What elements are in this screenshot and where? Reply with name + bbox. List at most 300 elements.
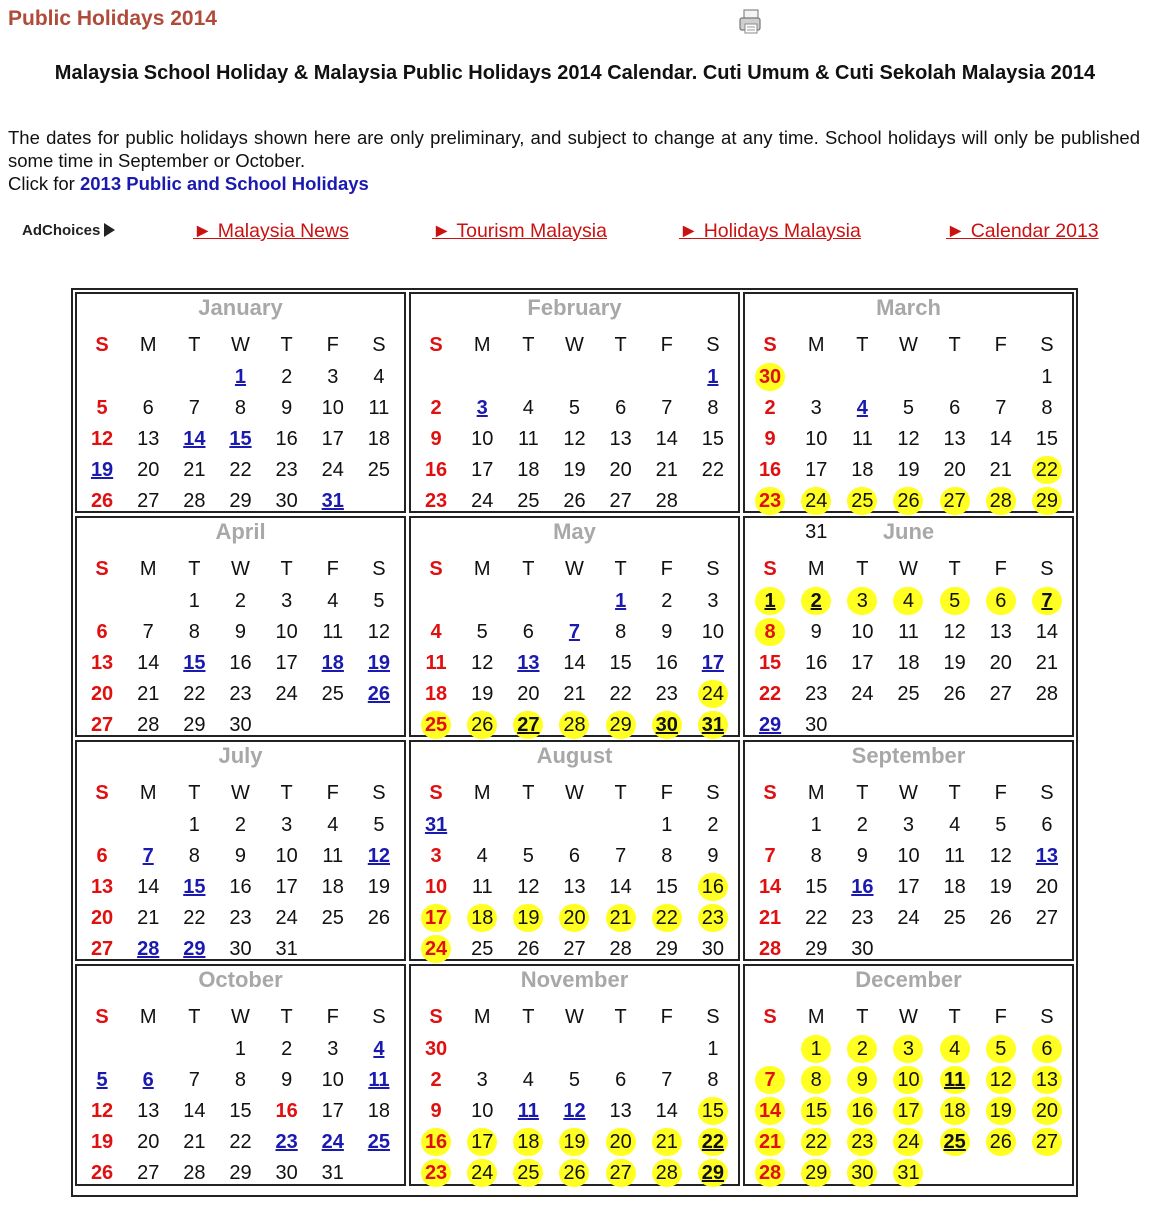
day-number: 18 (851, 458, 874, 481)
school-holiday-day (459, 1126, 505, 1157)
day-number: 26 (986, 1128, 1016, 1156)
day-number: 19 (989, 875, 1012, 898)
public-holiday-day[interactable] (79, 1064, 125, 1095)
weekday-header: S (763, 1006, 777, 1028)
day-number: 10 (805, 427, 828, 450)
day-cell (505, 933, 551, 964)
day-cell (690, 1033, 736, 1064)
month-may (409, 516, 740, 737)
day-cell (217, 1095, 263, 1126)
day-cell (356, 902, 402, 933)
day-number: 13 (137, 427, 160, 450)
public-holiday-day[interactable] (310, 1126, 356, 1157)
weekday-header: M (473, 782, 491, 804)
day-cell (1024, 902, 1070, 933)
day-number: 13 (90, 651, 114, 674)
day-cell (310, 678, 356, 709)
weekday-header: W (565, 1006, 584, 1028)
day-cell (264, 647, 310, 678)
day-cell (79, 933, 125, 964)
school-holiday-day (690, 902, 736, 933)
day-cell (839, 678, 885, 709)
day-cell (690, 392, 736, 423)
empty-cell (885, 933, 931, 964)
public-holiday-day[interactable] (171, 647, 217, 678)
public-holiday-day[interactable] (690, 647, 736, 678)
day-cell (264, 1095, 310, 1126)
day-number: 19 (367, 875, 391, 898)
day-cell (1024, 392, 1070, 423)
day-number: 21 (652, 1128, 682, 1156)
empty-cell (459, 585, 505, 616)
day-number: 11 (322, 844, 344, 867)
day-number: 8 (188, 844, 200, 867)
day-cell (793, 647, 839, 678)
month-name: July (218, 743, 263, 768)
day-number: 26 (989, 906, 1012, 929)
day-cell (793, 454, 839, 485)
day-number: 26 (90, 489, 114, 512)
day-number: 20 (606, 1128, 636, 1156)
day-number: 9 (234, 620, 247, 643)
day-cell (413, 392, 459, 423)
day-cell (1024, 361, 1070, 392)
day-cell (839, 902, 885, 933)
day-cell (264, 1064, 310, 1095)
day-number: 1 (188, 589, 200, 612)
day-number: 26 (467, 711, 497, 739)
public-holiday-day[interactable] (690, 361, 736, 392)
day-number: 26 (563, 489, 586, 512)
day-number: 15 (801, 1097, 831, 1125)
day-number: 20 (517, 682, 540, 705)
day-cell (264, 485, 310, 516)
ad-link-calendar-2013[interactable]: ► Calendar 2013 (946, 220, 1099, 242)
site-title[interactable]: Public Holidays 2014 (8, 7, 217, 30)
click-prefix: Click for (8, 173, 80, 194)
day-cell (644, 485, 690, 516)
day-cell (310, 1157, 356, 1188)
day-number: 10 (701, 620, 725, 643)
day-cell (690, 423, 736, 454)
day-number: 24 (897, 906, 920, 929)
public-holiday-day[interactable] (171, 933, 217, 964)
day-number: 21 (655, 458, 678, 481)
day-number: 5 (476, 620, 488, 643)
day-cell (310, 809, 356, 840)
day-cell (644, 1064, 690, 1095)
day-number: 11 (322, 620, 344, 643)
school-holiday-day (598, 1157, 644, 1188)
weekday-header: S (429, 782, 443, 804)
weekday-header: M (473, 558, 491, 580)
day-cell (793, 809, 839, 840)
day-cell (171, 485, 217, 516)
day-number: 18 (367, 1099, 391, 1122)
month-september (743, 740, 1074, 961)
public-holiday-day[interactable] (356, 647, 402, 678)
day-cell (217, 1064, 263, 1095)
day-cell (885, 616, 931, 647)
public-holiday-day[interactable] (747, 709, 793, 740)
day-cell (747, 840, 793, 871)
day-number: 19 (986, 1097, 1016, 1125)
day-number: 5 (568, 1068, 581, 1091)
public-holiday-day[interactable] (839, 871, 885, 902)
school-holiday-day (885, 1033, 931, 1064)
day-number: 7 (188, 1068, 200, 1091)
day-cell (505, 871, 551, 902)
day-cell (217, 1033, 263, 1064)
school-holiday-day (747, 1126, 793, 1157)
day-number: 3 (281, 589, 293, 612)
day-number: 21 (989, 458, 1012, 481)
day-cell (79, 709, 125, 740)
public-holiday-day[interactable] (598, 585, 644, 616)
day-cell (690, 585, 736, 616)
public-holiday-day[interactable] (551, 1095, 597, 1126)
day-number: 24 (275, 682, 298, 705)
school-holiday-day (839, 1033, 885, 1064)
day-number: 9 (661, 620, 673, 643)
day-number: 12 (563, 427, 586, 450)
public-holiday-day[interactable] (356, 840, 402, 871)
day-cell (217, 454, 263, 485)
day-cell (644, 840, 690, 871)
public-holiday-day[interactable] (356, 1126, 402, 1157)
empty-cell (310, 933, 356, 964)
day-cell (885, 809, 931, 840)
day-number: 8 (188, 620, 200, 643)
day-number: 6 (615, 1068, 627, 1091)
day-number: 31 (321, 489, 344, 512)
day-number: 23 (847, 1128, 877, 1156)
day-number: 17 (321, 427, 344, 450)
day-cell (217, 647, 263, 678)
day-number: 7 (188, 396, 200, 419)
day-number: 1 (707, 1037, 719, 1060)
public-holiday-day[interactable] (505, 1095, 551, 1126)
month-name: March (876, 295, 941, 320)
day-cell (125, 902, 171, 933)
weekday-header: T (948, 1006, 961, 1028)
day-cell (356, 871, 402, 902)
day-grid (79, 554, 402, 740)
day-number: 11 (368, 396, 390, 419)
day-number: 6 (522, 620, 534, 643)
day-cell (505, 423, 551, 454)
day-cell (413, 678, 459, 709)
empty-cell (598, 361, 644, 392)
public-holiday-day[interactable] (413, 809, 459, 840)
day-cell (413, 840, 459, 871)
day-cell (413, 1033, 459, 1064)
day-number: 2 (801, 587, 831, 615)
day-cell (978, 616, 1024, 647)
day-cell (885, 678, 931, 709)
day-number: 26 (943, 682, 966, 705)
day-cell (644, 423, 690, 454)
public-holiday-day[interactable] (310, 485, 356, 516)
ad-link-tourism-malaysia[interactable]: ► Tourism Malaysia (432, 220, 607, 242)
public-holiday-day[interactable] (171, 871, 217, 902)
day-number: 22 (229, 458, 252, 481)
public-holiday-day[interactable] (217, 423, 263, 454)
day-cell (310, 1064, 356, 1095)
day-number: 31 (698, 711, 728, 739)
weekday-header: T (188, 782, 201, 804)
day-cell (217, 616, 263, 647)
day-number: 30 (847, 1159, 877, 1187)
day-number: 6 (96, 844, 108, 867)
public-holiday-day[interactable] (551, 616, 597, 647)
day-number: 18 (321, 651, 344, 674)
day-cell (459, 840, 505, 871)
day-number: 15 (229, 427, 252, 450)
weekday-header: T (522, 782, 535, 804)
weekday-header: T (280, 782, 293, 804)
day-number: 1 (1041, 365, 1053, 388)
day-number: 8 (755, 618, 785, 646)
day-number: 16 (424, 458, 448, 481)
day-number: 5 (96, 396, 108, 419)
school-holiday-day (793, 1064, 839, 1095)
day-cell (310, 585, 356, 616)
day-cell (171, 678, 217, 709)
month-february (409, 292, 740, 513)
day-cell (171, 840, 217, 871)
day-number: 21 (758, 906, 782, 929)
school-holiday-day (793, 1033, 839, 1064)
day-number: 18 (513, 1128, 543, 1156)
day-number: 1 (810, 813, 822, 836)
weekday-header: F (326, 782, 339, 804)
day-number: 21 (755, 1128, 785, 1156)
school-holiday-day (932, 585, 978, 616)
day-number: 3 (327, 1037, 339, 1060)
day-cell (932, 454, 978, 485)
day-number: 26 (367, 906, 391, 929)
day-cell (79, 678, 125, 709)
empty-cell (79, 1033, 125, 1064)
day-cell (932, 871, 978, 902)
school-holiday-day (1024, 1033, 1070, 1064)
day-number: 8 (810, 844, 822, 867)
day-cell (551, 454, 597, 485)
day-cell (356, 392, 402, 423)
weekday-header: M (139, 334, 157, 356)
day-cell (171, 1095, 217, 1126)
day-number: 22 (183, 682, 206, 705)
day-number: 7 (995, 396, 1007, 419)
weekday-header: F (994, 1006, 1007, 1028)
day-cell (310, 392, 356, 423)
day-cell (598, 616, 644, 647)
weekday-header: W (565, 782, 584, 804)
day-number: 12 (367, 620, 391, 643)
public-holiday-day[interactable] (505, 647, 551, 678)
day-number: 24 (851, 682, 874, 705)
school-holiday-day (1024, 1126, 1070, 1157)
day-number: 19 (943, 651, 966, 674)
day-number: 1 (707, 365, 719, 388)
day-number: 8 (234, 1068, 247, 1091)
weekday-header: M (807, 782, 825, 804)
day-cell (79, 840, 125, 871)
empty-cell (978, 933, 1024, 964)
day-number: 4 (522, 1068, 534, 1091)
empty-cell (1024, 1157, 1070, 1188)
adchoices-label: AdChoices (22, 222, 101, 239)
public-holiday-day[interactable] (125, 933, 171, 964)
public-holiday-day[interactable] (125, 840, 171, 871)
day-number: 9 (430, 427, 442, 450)
day-number: 30 (701, 937, 725, 960)
public-holiday-day[interactable] (1024, 840, 1070, 871)
empty-cell (551, 361, 597, 392)
school-holiday-day (932, 1126, 978, 1157)
day-number: 27 (90, 937, 114, 960)
empty-cell (310, 709, 356, 740)
day-number: 7 (755, 1066, 785, 1094)
day-number: 25 (321, 682, 344, 705)
weekday-header: F (994, 782, 1007, 804)
weekday-header: S (763, 558, 777, 580)
school-holiday-day (793, 485, 839, 516)
day-number: 29 (183, 713, 206, 736)
day-cell (217, 709, 263, 740)
weekday-header: T (614, 782, 627, 804)
day-cell (839, 809, 885, 840)
day-number: 19 (897, 458, 920, 481)
empty-cell (839, 709, 885, 740)
day-number: 30 (275, 1161, 298, 1184)
day-number: 20 (137, 1130, 160, 1153)
month-name: January (198, 295, 283, 320)
day-number: 31 (275, 937, 298, 960)
print-icon[interactable] (738, 8, 766, 36)
day-number: 16 (805, 651, 828, 674)
day-number: 4 (327, 589, 339, 612)
public-holiday-day[interactable] (171, 423, 217, 454)
public-holiday-day[interactable] (125, 1064, 171, 1095)
day-number: 28 (652, 1159, 682, 1187)
day-cell (413, 647, 459, 678)
ad-link-malaysia-news[interactable]: ► Malaysia News (193, 220, 349, 242)
day-cell (310, 1033, 356, 1064)
empty-cell (690, 485, 736, 516)
day-number: 28 (559, 711, 589, 739)
day-cell (217, 485, 263, 516)
day-number: 13 (563, 875, 586, 898)
day-cell (79, 1126, 125, 1157)
school-holiday-day (932, 485, 978, 516)
adchoices-badge[interactable] (22, 222, 115, 239)
day-cell (598, 871, 644, 902)
day-number: 15 (805, 875, 828, 898)
day-cell (747, 392, 793, 423)
day-cell (125, 709, 171, 740)
day-number: 1 (661, 813, 673, 836)
day-cell (690, 1064, 736, 1095)
month-name: September (851, 743, 966, 768)
empty-cell (978, 361, 1024, 392)
weekday-header: T (856, 558, 869, 580)
weekday-header: S (706, 334, 720, 356)
day-cell (551, 485, 597, 516)
day-cell (978, 647, 1024, 678)
weekday-header: S (372, 782, 386, 804)
day-number: 17 (321, 1099, 344, 1122)
empty-cell (125, 585, 171, 616)
public-holiday-day[interactable] (356, 1064, 402, 1095)
day-number: 15 (701, 427, 725, 450)
day-number: 30 (275, 489, 298, 512)
public-holiday-day[interactable] (459, 392, 505, 423)
day-number: 5 (373, 589, 385, 612)
day-cell (264, 454, 310, 485)
weekday-header: F (660, 558, 673, 580)
ad-link-holidays-malaysia[interactable]: ► Holidays Malaysia (679, 220, 861, 242)
public-holiday-day[interactable] (356, 678, 402, 709)
weekday-header: F (326, 334, 339, 356)
day-number: 6 (615, 396, 627, 419)
day-cell (644, 933, 690, 964)
weekday-header: T (856, 334, 869, 356)
public-holiday-day[interactable] (839, 392, 885, 423)
day-number: 12 (989, 844, 1012, 867)
public-holiday-day[interactable] (217, 361, 263, 392)
day-number: 6 (949, 396, 961, 419)
day-number: 23 (424, 489, 448, 512)
public-holiday-day[interactable] (264, 1126, 310, 1157)
weekday-header: W (565, 558, 584, 580)
day-cell (264, 392, 310, 423)
day-number: 30 (755, 363, 785, 391)
day-number: 12 (90, 427, 114, 450)
weekday-header: W (899, 1006, 918, 1028)
public-holiday-day[interactable] (356, 1033, 402, 1064)
empty-cell (356, 485, 402, 516)
month-december (743, 964, 1074, 1186)
adchoices-icon (104, 223, 115, 237)
day-number: 16 (275, 1099, 298, 1122)
day-grid (79, 778, 402, 964)
day-cell (79, 1095, 125, 1126)
day-cell (978, 678, 1024, 709)
day-number: 29 (805, 937, 828, 960)
day-number: 29 (801, 1159, 831, 1187)
public-holiday-day[interactable] (79, 454, 125, 485)
day-number: 26 (90, 1161, 114, 1184)
public-holiday-day[interactable] (310, 647, 356, 678)
day-number: 27 (940, 487, 970, 515)
school-holiday-day (747, 616, 793, 647)
day-number: 5 (995, 813, 1007, 836)
day-number: 14 (563, 651, 586, 674)
school-holiday-day (1024, 1095, 1070, 1126)
month-july (75, 740, 406, 961)
day-cell (413, 1064, 459, 1095)
day-cell (505, 392, 551, 423)
empty-cell (644, 361, 690, 392)
day-number: 9 (430, 1099, 442, 1122)
day-number: 15 (655, 875, 678, 898)
day-number: 23 (275, 458, 298, 481)
weekday-header: W (231, 558, 250, 580)
empty-cell (747, 809, 793, 840)
holidays-2013-link[interactable]: 2013 Public and School Holidays (79, 173, 369, 194)
